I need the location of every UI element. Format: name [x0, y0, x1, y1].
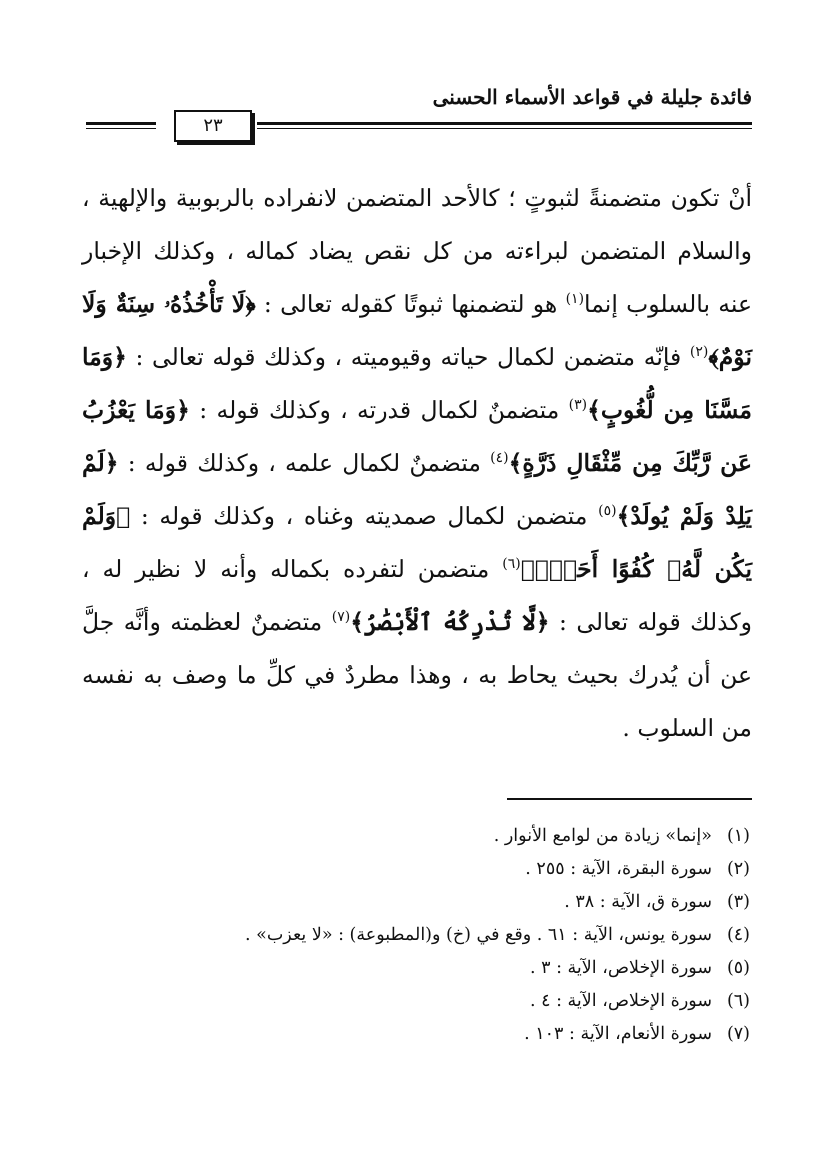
footnote-ref: (٧) — [331, 609, 351, 626]
footnote-ref: (٣) — [568, 397, 588, 414]
footnote-text: سورة الإخلاص، الآية : ٣ . — [529, 958, 712, 978]
text-segment: متضمن لتفرده بكماله وأنه لا نظير له ، وكذلك قوله تعالى : — [82, 555, 752, 636]
running-title: فائدة جليلة في قواعد الأسماء الحسنى — [432, 85, 752, 109]
footnote-item — [82, 985, 750, 1018]
quran-verse: ﴿لَمْ يَلِدْ وَلَمْ يُولَدْ﴾ — [82, 449, 752, 530]
footnote-number: (٦) — [726, 991, 750, 1011]
footnote-text: سورة الأنعام، الآية : ١٠٣ . — [524, 1024, 712, 1044]
text-segment: متضمنٌ لكمال قدرته ، وكذلك قوله : — [189, 396, 569, 424]
text-segment: أنْ تكون متضمنةً لثبوتٍ ؛ كالأحد المتضمن لانفراده بالربوبية والإلهية ، والسلام المتضمن لبراءته من كل نقص يضاد كماله ، وكذلك الإخبار عنه بالسلوب إنما — [82, 184, 752, 318]
footnote-number: (١) — [726, 826, 750, 846]
footnote-separator — [507, 798, 752, 800]
page-header — [86, 85, 752, 145]
footnote-item — [82, 853, 750, 886]
footnote-text: سورة البقرة، الآية : ٢٥٥ . — [525, 859, 712, 879]
footnote-ref: (٦) — [502, 556, 521, 573]
text-segment: متضمنٌ لعظمته وأنَّه جلَّ عن أن يُدرك بحيث يحاط به ، وهذا مطردٌ في كلِّ ما وصف به نفسه من السلوب . — [82, 608, 752, 742]
footnote-ref: (٢) — [689, 344, 709, 361]
footnote-number: (٣) — [726, 892, 750, 912]
footnote-number: (٧) — [726, 1024, 750, 1044]
main-paragraph — [82, 172, 752, 755]
quran-verse: ﴿لَا تَأْخُذُهُۥ سِنَةٌ وَلَا نَوْمٌ﴾ — [82, 290, 752, 371]
footnote-ref: (٥) — [598, 503, 617, 520]
footnote-text: سورة ق، الآية : ٣٨ . — [564, 892, 712, 912]
quran-verse: ﴿وَمَا يَعْزُبُ عَن رَّبِّكَ مِن مِّثْقَالِ ذَرَّةٍ﴾ — [82, 396, 752, 477]
quran-verse: ﴿وَمَا مَسَّنَا مِن لُّغُوبٍ﴾ — [82, 343, 753, 424]
footnote-ref: (٤) — [490, 450, 509, 467]
footnote-item — [82, 919, 750, 952]
footnote-item — [82, 886, 750, 919]
quran-verse: ﴿وَلَمْ يَكُن لَّهُۥ كُفُوًا أَحَدٌۢ﴾ — [82, 502, 752, 583]
footnote-text: سورة الإخلاص، الآية : ٤ . — [529, 991, 712, 1011]
page-number: ٢٣ — [174, 110, 252, 142]
text-segment: متضمن لكمال صمديته وغناه ، وكذلك قوله : — [130, 502, 599, 530]
text-segment: متضمنٌ لكمال علمه ، وكذلك قوله : — [118, 449, 491, 477]
footnote-number: (٥) — [726, 958, 750, 978]
header-rule-left — [86, 122, 156, 129]
footnote-item — [82, 952, 750, 985]
footnote-item — [82, 1018, 750, 1051]
footnote-text: سورة يونس، الآية : ٦١ . وقع في (خ) و(المطبوعة) : «لا يعزب» . — [245, 925, 712, 945]
quran-verse: ﴿لَّا تُدْرِكُهُ ٱلْأَبْصَٰرُ﴾ — [350, 608, 550, 636]
footnote-number: (٤) — [726, 925, 750, 945]
footnote-text: «إنما» زيادة من لوامع الأنوار . — [493, 826, 712, 846]
footnote-ref: (١) — [565, 291, 585, 308]
footnote-number: (٢) — [726, 859, 750, 879]
text-segment: هو لتضمنها ثبوتًا كقوله تعالى : — [255, 290, 566, 318]
text-segment: فإنّه متضمن لكمال حياته وقيوميته ، وكذلك قوله تعالى : — [126, 343, 690, 371]
footnote-item — [82, 820, 750, 853]
footnotes — [82, 820, 750, 1051]
header-rule-right — [257, 122, 752, 129]
